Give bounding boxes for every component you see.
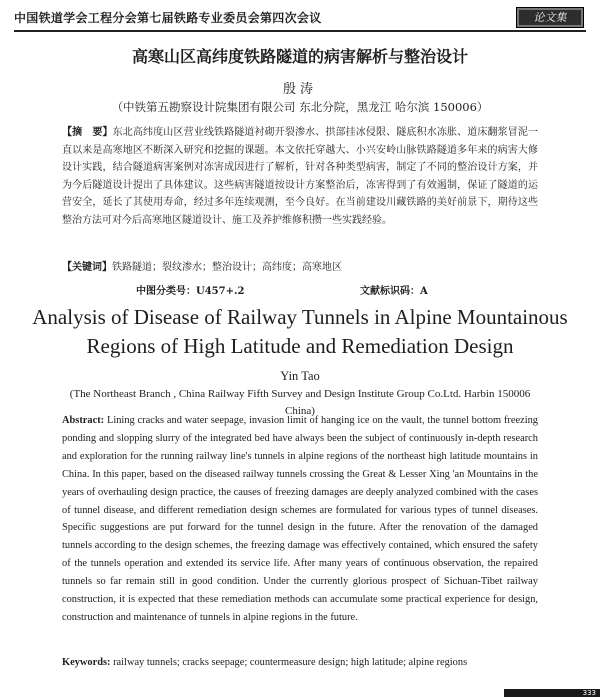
english-keywords <box>62 657 538 668</box>
chinese-abstract-text: 东北高纬度山区营业线铁路隧道衬砌开裂渗水、拱部挂冰侵限、隧底积水冻胀、道床翻浆冒泥一直以来是高寒地区不断深入研究和挖掘的课题。本文依托穿越大、小兴安岭山脉铁路隧道多年来的病害大修设计实践，结合隧道病害案例对冻害成因进行了解析，针对各种类型病害，制定了不同的整治设计方案，并为今后隧道设计提出了具体建议。这些病害隧道按设计方案整治后，冻害得到了有效遏制，保证了隧道的运营安全，延长了其使用寿命，经过多年连续观测，至今良好。在当前建设川藏铁路的美好前景下，期待这些整治方法可对今后高寒地区隧道设计、施工及养护维修积攒一些实践经验。 <box>62 127 539 226</box>
conference-header: 中国铁道学会工程分会第七届铁路专业委员会第四次会议 <box>14 11 322 25</box>
english-title-line-1: Analysis of Disease of Railway Tunnels in Alpine Mountainous <box>32 305 568 329</box>
english-title <box>0 303 600 361</box>
english-keywords-label: Keywords: <box>62 657 111 668</box>
english-abstract-text: Lining cracks and water seepage, invasion limit of hanging ice on the vault, the tunnel bottom freezing ponding and slopping slurry of the integrated bed have always been the subject of continuously in-depth research and exploration for the running railway line's tunnels in alpine regions of the northeast high latitude mountains in China. In this paper, based on the diseased railway tunnels crossing the Great & Lesser Xing 'an Mountains in the years of overhauling design practice, the causes of freezing damages are deeply analyzed combined with the cases of tunnel disease, and different remediation design schemes are formulated for various types of tunnel diseases. Specific suggestions are put forward for the tunnel design in the future. After the renovation of the damaged tunnels according to the design schemes, the freezing damage was effectively contained, which ensured the safety of the tunnels operation and extended its service life. After many years of continuous observation, the repaired tunnels so far remain still in good condition. Under the currently glorious prospect of Sichuan-Tibet railway construction, it is expected that these remediation methods can accumulate some practical experience for design, construction and maintenance of tunnels in alpine regions in the future. <box>62 415 538 623</box>
chinese-affiliation: （中铁第五勘察设计院集团有限公司 东北分院，黑龙江 哈尔滨 150006） <box>111 100 489 114</box>
chinese-title: 高寒山区高纬度铁路隧道的病害解析与整治设计 <box>131 47 468 66</box>
chinese-keywords-label: 【关键词】 <box>62 262 112 273</box>
english-abstract <box>62 412 538 627</box>
classification-number: 中图分类号：U457+.2 <box>136 286 245 297</box>
chinese-keywords <box>62 258 538 273</box>
page-header <box>14 6 586 32</box>
english-author: Yin Tao <box>280 369 320 383</box>
chinese-abstract <box>62 124 538 229</box>
english-abstract-label: Abstract: <box>62 415 105 426</box>
page-number-tab <box>504 689 600 697</box>
english-keywords-text: railway tunnels; cracks seepage; countermeasure design; high latitude; alpine regions <box>113 657 468 668</box>
proceedings-badge: 论文集 <box>516 7 584 28</box>
chinese-abstract-label: 【摘 要】 <box>62 127 113 138</box>
english-affiliation: (The Northeast Branch , China Railway Fifth Survey and Design Institute Group Co.Ltd. Harbin 150006 China) <box>69 388 531 417</box>
document-code: 文献标识码：A <box>360 286 428 297</box>
chinese-author: 殷涛 <box>282 82 317 97</box>
english-title-line-2: Regions of High Latitude and Remediation Design <box>86 334 514 358</box>
page-number: 333 <box>582 689 596 697</box>
chinese-keywords-text: 铁路隧道；裂纹渗水；整治设计；高纬度；高寒地区 <box>112 262 342 273</box>
